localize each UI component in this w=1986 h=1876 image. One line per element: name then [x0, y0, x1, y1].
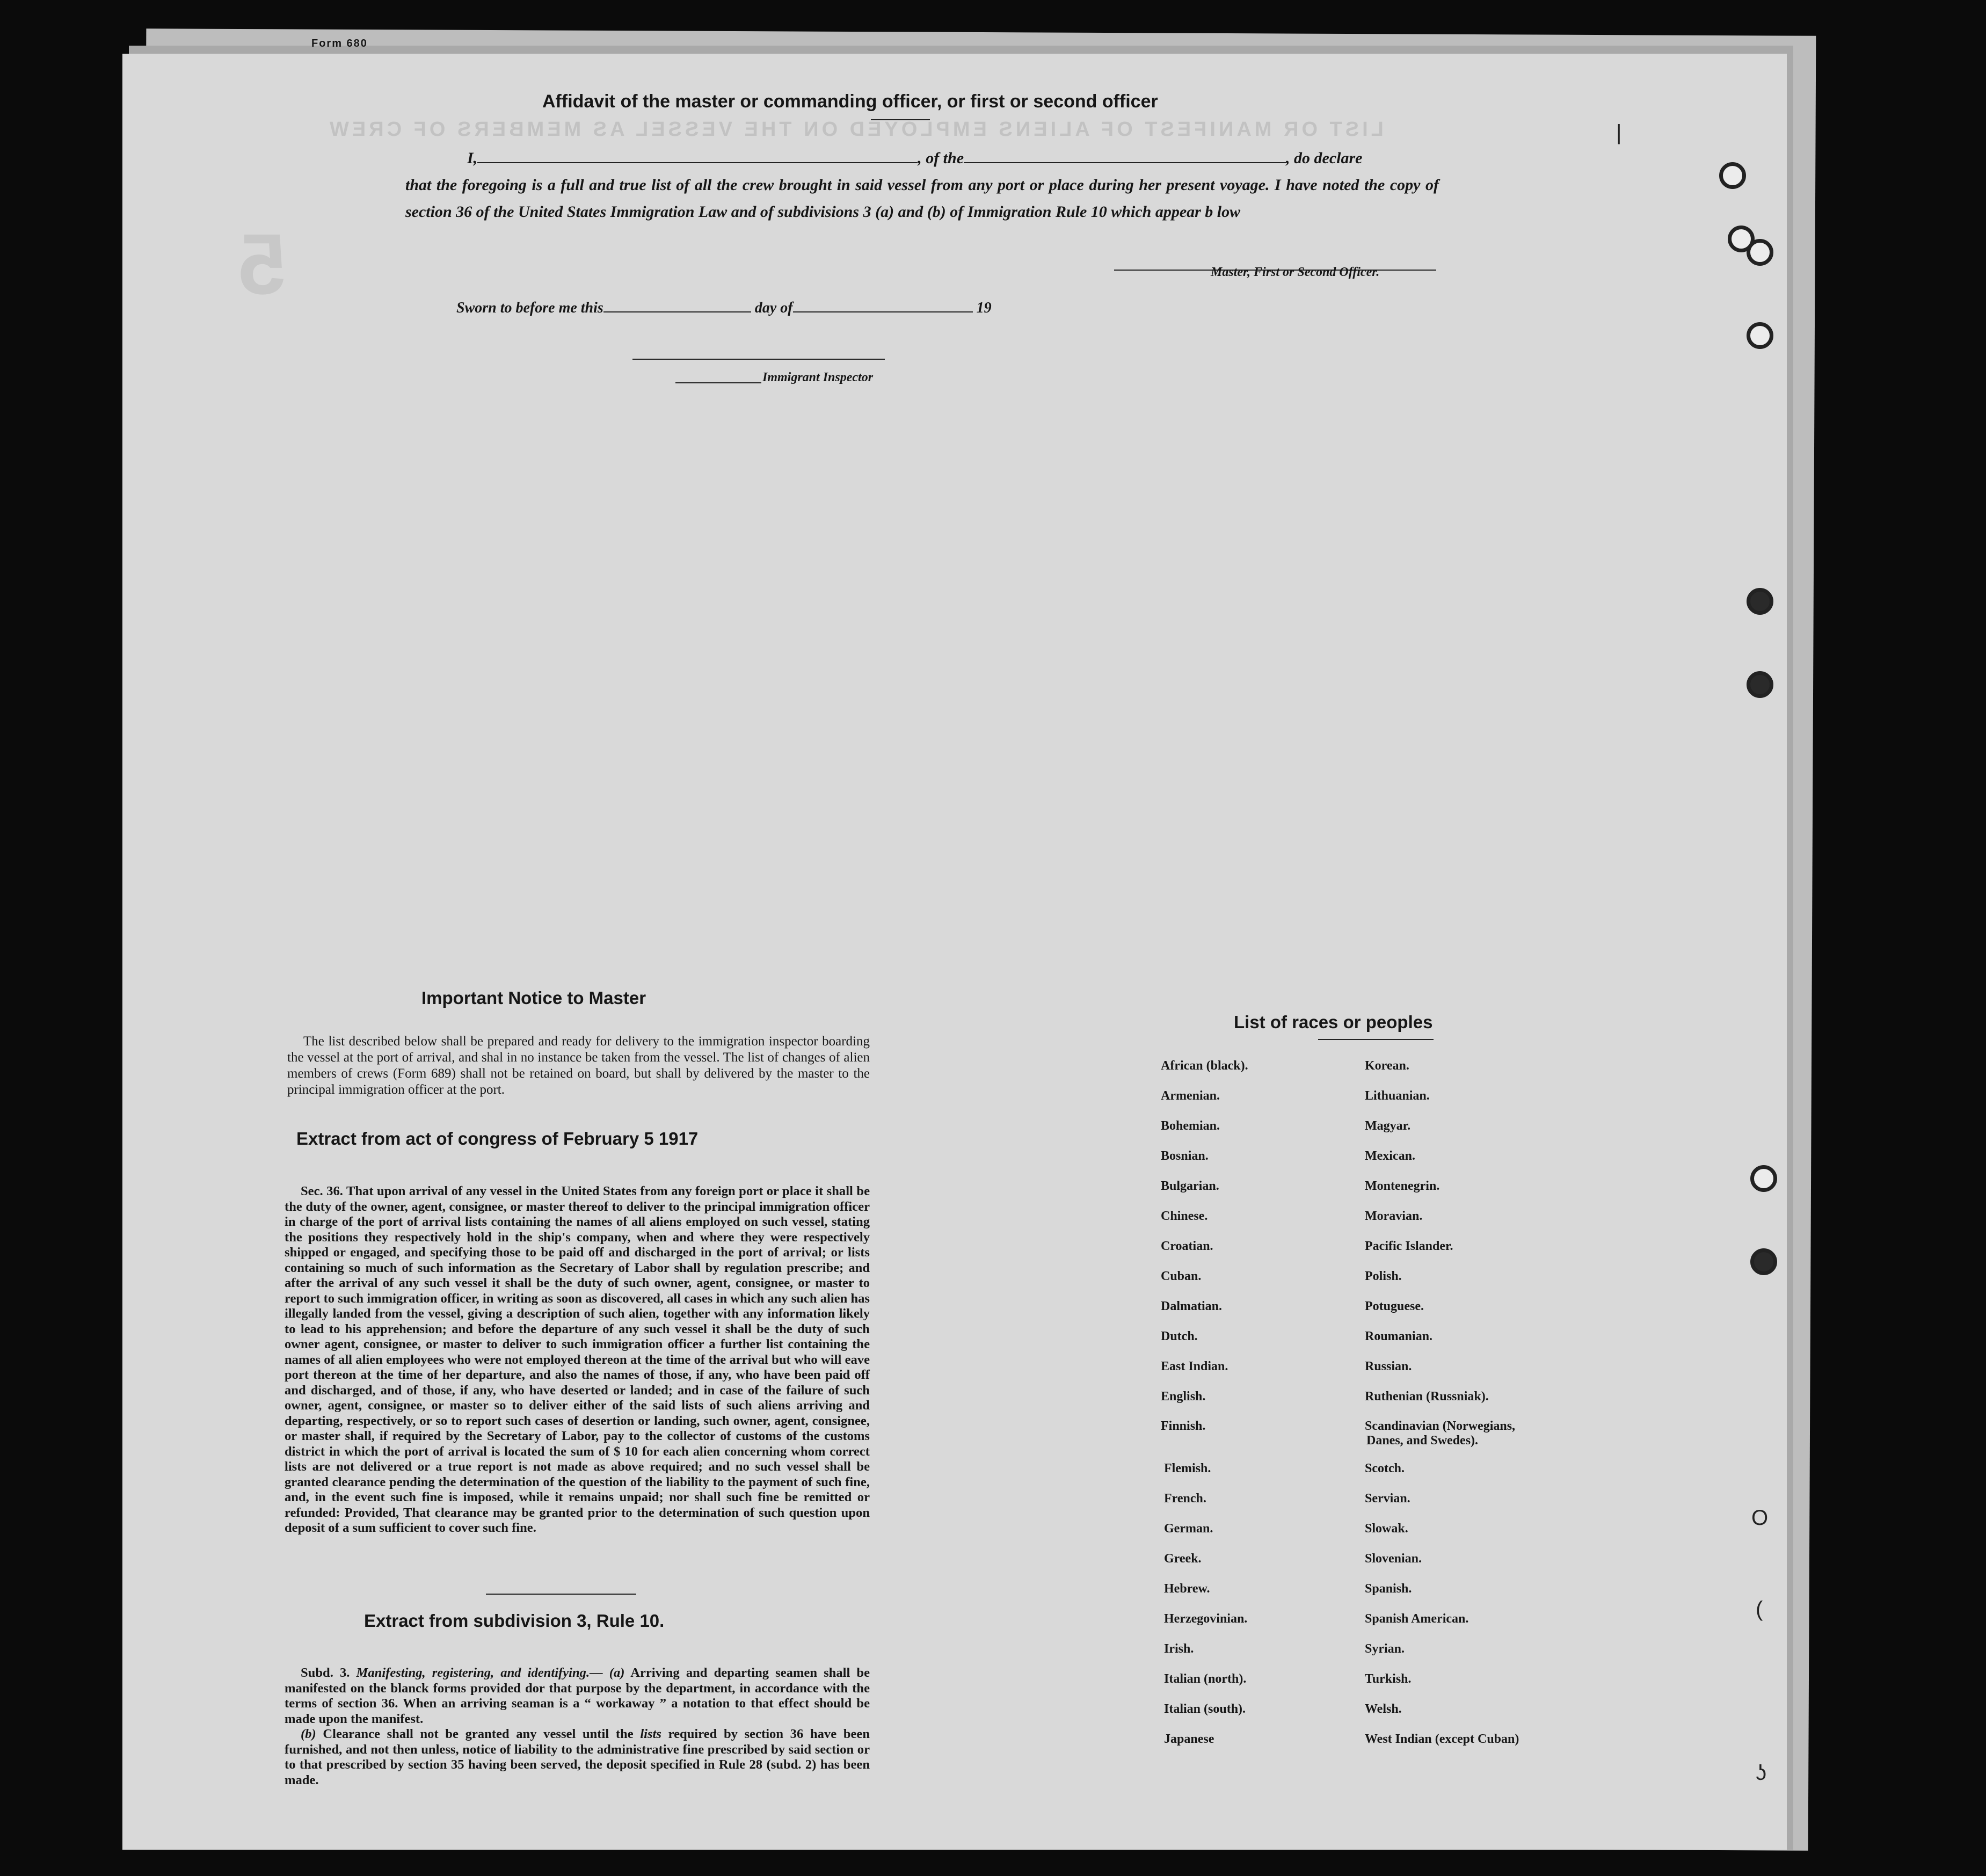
race-item: Chinese.	[1161, 1209, 1208, 1223]
race-item: Bohemian.	[1161, 1119, 1220, 1133]
act-extract-title: Extract from act of congress of February 5 1917	[296, 1129, 699, 1148]
subd-heading: Manifesting, registering, and identifying.—	[356, 1666, 603, 1680]
section-divider	[486, 1594, 636, 1595]
race-item: Polish.	[1365, 1269, 1402, 1283]
race-item: Herzegovinian.	[1164, 1612, 1248, 1626]
race-item: Montenegrin.	[1365, 1179, 1440, 1193]
race-item: Bulgarian.	[1161, 1179, 1219, 1193]
race-item: Croatian.	[1161, 1239, 1213, 1253]
binder-hole	[1747, 671, 1773, 698]
form-number: Form 680	[311, 38, 368, 49]
races-title-underline	[1318, 1039, 1434, 1040]
section-36-text	[285, 1184, 870, 1536]
race-item: Irish.	[1164, 1642, 1194, 1656]
affidavit-title: Affidavit of the master or commanding officer, or first or second officer	[542, 91, 1158, 112]
race-item: Pacific Islander.	[1365, 1239, 1453, 1253]
race-item: East Indian.	[1161, 1359, 1228, 1373]
margin-mark: O	[1751, 1506, 1769, 1530]
para-b-label: (b)	[301, 1727, 316, 1741]
race-item: Slowak.	[1365, 1522, 1408, 1536]
binder-hole	[1747, 239, 1773, 266]
race-item: Danes, and Swedes).	[1366, 1434, 1479, 1448]
race-item: Dutch.	[1161, 1329, 1198, 1343]
master-signature-label: Master, First or Second Officer.	[1211, 265, 1380, 279]
margin-mark: ʖ	[1756, 1761, 1766, 1785]
race-item: Servian.	[1365, 1492, 1410, 1506]
binder-hole	[1750, 1248, 1777, 1275]
race-item: Finnish.	[1161, 1419, 1206, 1433]
race-item: Ruthenian (Russniak).	[1365, 1390, 1489, 1404]
race-item: Dalmatian.	[1161, 1299, 1222, 1313]
name-blank[interactable]	[477, 162, 918, 163]
sworn-month-blank[interactable]	[793, 311, 973, 312]
margin-mark: (	[1756, 1597, 1763, 1621]
race-item: Spanish.	[1365, 1582, 1412, 1596]
binder-hole	[1747, 322, 1773, 349]
race-item: Cuban.	[1161, 1269, 1202, 1283]
race-item: French.	[1164, 1492, 1206, 1506]
race-item: Italian (north).	[1164, 1672, 1247, 1686]
sworn-line	[456, 300, 992, 317]
race-item: Magyar.	[1365, 1119, 1411, 1133]
race-item: Bosnian.	[1161, 1149, 1209, 1163]
subd-label: Subd. 3.	[301, 1666, 350, 1680]
race-item: Slovenian.	[1365, 1552, 1422, 1566]
inspector-label: Immigrant Inspector	[762, 370, 874, 384]
race-item: Flemish.	[1164, 1461, 1211, 1475]
sworn-day-blank[interactable]	[603, 311, 751, 312]
race-item: Roumanian.	[1365, 1329, 1433, 1343]
race-item: Scotch.	[1365, 1461, 1405, 1475]
vessel-blank[interactable]	[964, 162, 1286, 163]
race-item: Syrian.	[1365, 1642, 1405, 1656]
races-title: List of races or peoples	[1234, 1012, 1433, 1032]
rule-extract-title: Extract from subdivision 3, Rule 10.	[364, 1611, 665, 1631]
race-item: Mexican.	[1365, 1149, 1415, 1163]
race-item: Scandinavian (Norwegians,	[1365, 1419, 1516, 1433]
section-body: That upon arrival of any vessel in the United States from any foreign port or place it shall be the duty of the owner, agent, consignee, or master thereof to deliver to the principal immigration officer in charge of the port of arrival lists containing the names of all aliens employed on such vessel, stating the positions they respectively hold in the ship's company, when and where they were respectively shipped or engaged, and specifying those to be paid off and discharged in the port of arrival; or lists containing so much of such information as the Secretary of Labor shall by regulation prescribe; and after the arrival of any such vessel it shall be the duty of such owner, agent, consignee, or master to report to such immigration officer, in writing as soon as discovered, all cases in which any such alien has illegally landed from the vessel, giving a description of such alien, together with any information likely to lead to his apprehension; and before the departure of any such vessel it shall be the duty of such owner agent, consignee, or master to deliver to such immigration officer a further list containing the names of all alien employees who were not employed thereon at the time of the arrival but who will eave port thereon at the time of her departure, and also the names of those, if any, who have been paid off and discharged, and of those, if any, who have deserted or landed; and in case of the failure of such owner, agent, consignee, or master so to deliver either of the said lists of such aliens arriving and departing, respectively, or so to report such cases of desertion or landing, such owner, agent, consignee, or master shall, if required by the Secretary of Labor, pay to the collector of customs of the customs district in which the port of arrival is located the sum of $ 10 for each alien concerning whom correct lists are not delivered or a true report is not made as above required; and no such vessel shall be granted clearance pending the determination of the question of the liability to the payment of such fine, and, in the event such fine is imposed, while it remains unpaid; nor shall such fine be remitted or refunded: Provided, That clearance may be granted prior to the determination of such question upon deposit of a sum sufficient to cover such fine.	[285, 1184, 870, 1535]
affidavit-i: I,	[467, 149, 478, 167]
race-item: Korean.	[1365, 1059, 1409, 1073]
binder-hole	[1747, 588, 1773, 615]
para-b-end: required by section 36 have been furnished, and not then unless, notice of liability to the administrative fine prescribed by said section or to that prescribed by section 35 having been served, the deposit specified in Rule 28 (subd. 2) has been made.	[285, 1727, 870, 1787]
affidavit-of-the: , of the	[918, 149, 964, 167]
race-item: Armenian.	[1161, 1089, 1220, 1103]
inspector-signature-line[interactable]	[632, 359, 885, 360]
binder-hole	[1719, 162, 1746, 189]
margin-mark: |	[1616, 121, 1622, 144]
race-item: Spanish American.	[1365, 1612, 1469, 1626]
affidavit-do-declare: , do declare	[1286, 149, 1363, 167]
race-item: Italian (south).	[1164, 1702, 1246, 1716]
sworn-prefix: Sworn to before me this	[456, 300, 603, 316]
race-item: Welsh.	[1365, 1702, 1402, 1716]
section-label: Sec. 36.	[301, 1184, 343, 1198]
para-a-label: (a)	[609, 1666, 625, 1680]
bleed-through-number: 5	[235, 216, 286, 312]
form-page	[122, 54, 1787, 1850]
para-b-start: Clearance shall not be granted any vessel until the	[323, 1727, 634, 1741]
race-item: English.	[1161, 1390, 1206, 1404]
race-item: Turkish.	[1365, 1672, 1412, 1686]
race-item: West Indian (except Cuban)	[1365, 1732, 1519, 1746]
sworn-year: 19	[976, 300, 992, 316]
binder-hole	[1750, 1165, 1777, 1192]
race-item: Potuguese.	[1365, 1299, 1424, 1313]
para-a: Arriving and departing seamen shall be manifested on the blanck forms provided dor that purpose by the department, in accordance with the terms of section 36. When an arriving seaman is a “ workaway ” a notation to that effect should be made upon the manifest.	[285, 1666, 870, 1726]
notice-body: The list described below shall be prepared and ready for delivery to the immigration inspector boarding the vessel at the port of arrival, and shal in no instance be taken from the vessel. The list of changes of alien members of crews (Form 689) shall not be retained on board, but shall by delivered by the master to the principal immigration officer at the port.	[287, 1034, 870, 1097]
race-item: Greek.	[1164, 1552, 1202, 1566]
notice-title: Important Notice to Master	[421, 988, 646, 1008]
race-item: Hebrew.	[1164, 1582, 1210, 1596]
race-item: Moravian.	[1365, 1209, 1423, 1223]
inspector-short-line	[675, 382, 761, 383]
race-item: African (black).	[1161, 1059, 1248, 1073]
para-b-lists: lists	[640, 1727, 661, 1741]
race-item: German.	[1164, 1522, 1213, 1536]
race-item: Japanese	[1164, 1732, 1214, 1746]
race-item: Lithuanian.	[1365, 1089, 1430, 1103]
bleed-through-title: LIST OR MANIFEST OF ALIENS EMPLOYED ON THE VESSEL AS MEMBERS OF CREW	[326, 118, 1384, 141]
title-underline	[871, 119, 930, 120]
sworn-day-of: day of	[754, 300, 793, 316]
affidavit-body	[405, 145, 1439, 226]
subdivision-3-text	[285, 1666, 870, 1788]
affidavit-text: that the foregoing is a full and true list of all the crew brought in said vessel from any port or place during her present voyage. I have noted the copy of section 36 of the United States Immigration Law and of subdivisions 3 (a) and (b) of Immigration Rule 10 which appear b low	[405, 176, 1439, 221]
race-item: Russian.	[1365, 1359, 1412, 1373]
